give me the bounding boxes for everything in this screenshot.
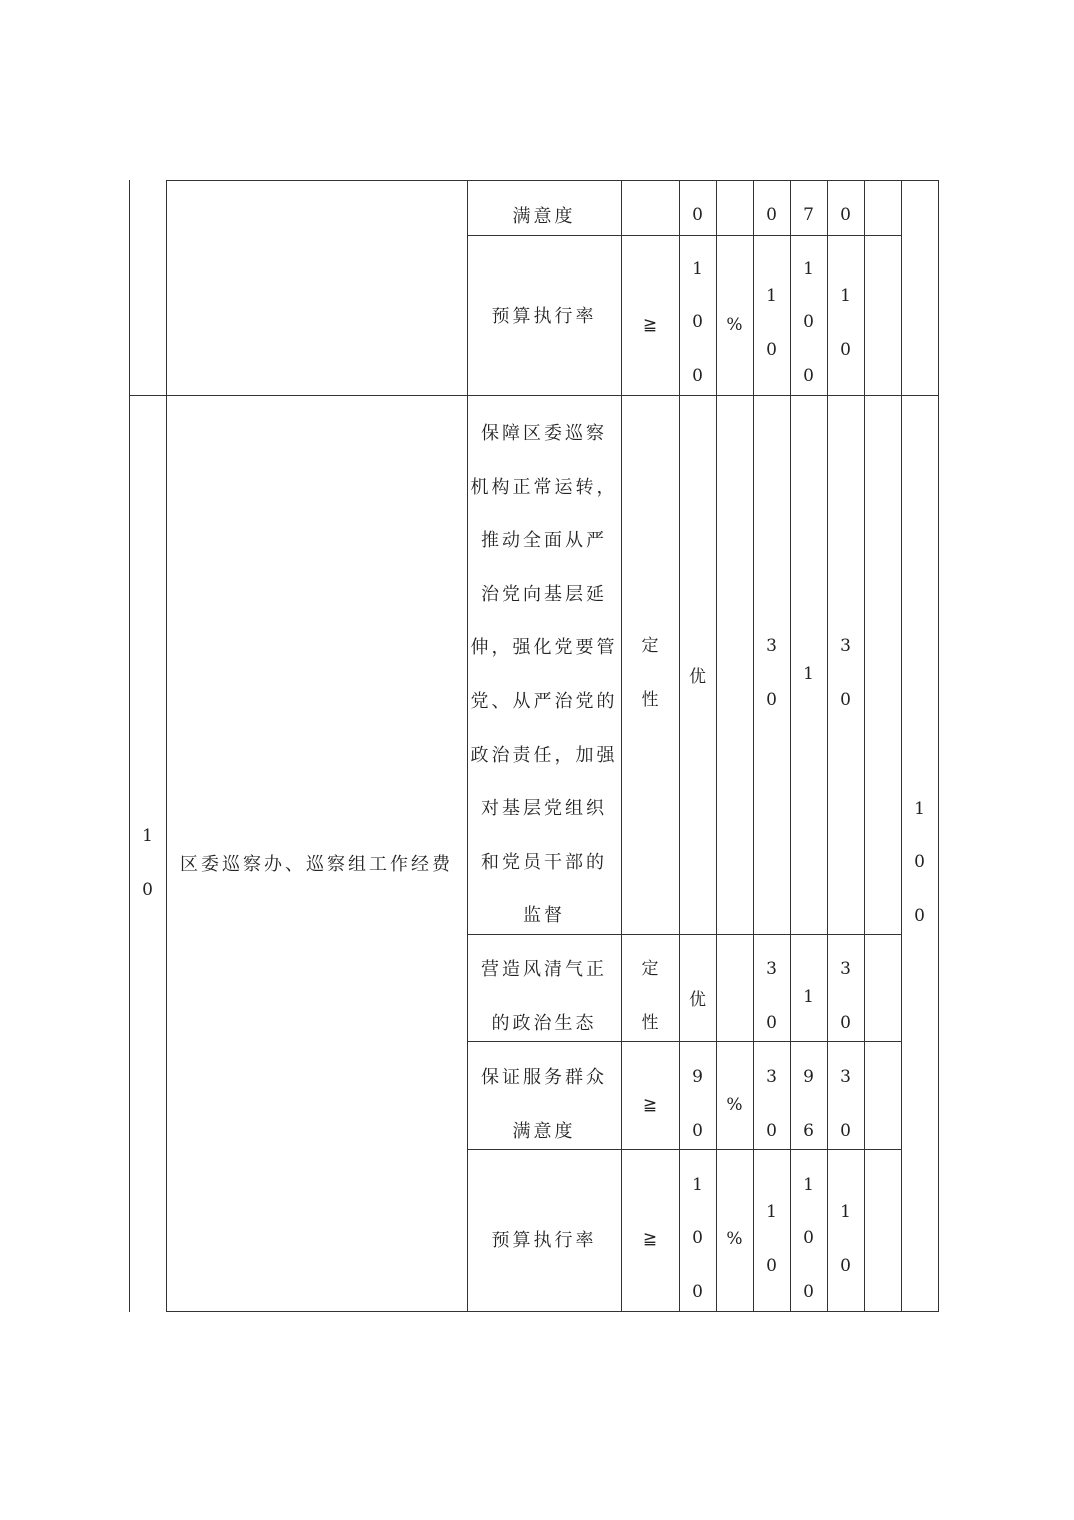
weight-digit: 3 [766,636,777,656]
operator-text: ≧ [642,1095,658,1115]
operator-cell [621,1078,679,1132]
grid-line [901,180,902,1312]
actual-cell [790,1159,827,1319]
target-digit: 1 [692,258,703,279]
grid-line [938,180,939,1312]
project-name-cell [166,836,467,890]
indicator-cell [467,1051,621,1158]
weight-digit: 3 [766,1067,777,1087]
target-cell [679,970,716,1024]
actual-digit: 0 [803,1228,814,1249]
project-name: 区委巡察办、巡察组工作经费 [180,854,453,875]
type-cell [621,620,679,727]
unit-text: % [726,1095,743,1115]
target-digit: 0 [692,365,703,386]
weight-digit: 0 [766,339,777,360]
indicator-line: 的政治生态 [491,1012,597,1034]
actual-digit: 1 [803,1174,814,1195]
operator-cell [621,1212,679,1266]
grid-line [166,180,939,181]
type-char: 性 [641,1012,659,1033]
indicator-text: 预算执行率 [491,306,597,327]
unit-text: % [726,315,743,335]
target-digit: 0 [692,1120,703,1141]
target-digit: 0 [692,312,703,333]
indicator-line: 预算执行率 [491,1230,597,1251]
indicator-line: 伸，强化党要管 [470,637,618,659]
indicator-line: 保证服务群众 [481,1066,607,1088]
score-cell [827,1186,864,1293]
score-digit: 0 [840,689,851,710]
target-digit: 0 [692,205,703,225]
indicator-line: 推动全面从严 [481,530,607,552]
indicator-line: 党、从严治党的 [470,691,618,712]
indicator-cell [467,235,621,395]
score-digit: 0 [840,1120,851,1141]
indicator-line: 保障区委巡察 [481,423,607,445]
type-char: 定 [641,959,659,979]
score-cell [827,1051,864,1158]
score-digit: 0 [840,205,851,225]
unit-cell [716,235,753,415]
weight-cell [753,1186,790,1293]
score-digit: 0 [840,339,851,360]
weight-digit: 0 [766,1012,777,1033]
actual-digit: 0 [803,312,814,333]
weight-digit: 0 [766,1255,777,1276]
weight-cell [753,943,790,1050]
indicator-line: 对基层党组织 [481,798,607,820]
weight-digit: 0 [766,205,777,225]
unit-cell [716,1078,753,1132]
actual-cell [790,190,827,240]
weight-digit: 0 [766,1120,777,1141]
score-digit: 0 [840,1012,851,1033]
indicator-line: 满意度 [512,1120,576,1142]
score-cell [827,943,864,1050]
actual-digit: 1 [803,258,814,279]
target-text: 优 [689,989,706,1010]
actual-digit: 9 [803,1067,814,1087]
total-score-digit: 0 [914,852,925,873]
weight-cell [753,190,790,240]
target-cell [679,243,716,403]
actual-cell [790,243,827,403]
grid-line [864,180,865,1312]
actual-digit: 6 [803,1120,814,1141]
score-digit: 0 [840,1255,851,1276]
target-digit: 0 [692,1281,703,1302]
unit-text: % [726,1229,743,1249]
indicator-line: 治党向基层延 [481,583,607,605]
grid-line [129,180,130,1312]
type-cell [621,943,679,1050]
target-digit: 9 [692,1067,703,1087]
total-score-digit: 1 [914,798,925,819]
actual-digit: 1 [803,987,814,1007]
actual-digit: 1 [803,664,814,684]
weight-digit: 3 [766,959,777,979]
grid-line [166,180,167,1312]
total-score-cell [901,783,938,943]
indicator-line: 机构正常运转， [470,476,618,498]
score-digit: 3 [840,1067,851,1087]
weight-digit: 0 [766,689,777,710]
seq-digit: 1 [142,826,153,846]
operator-cell [621,235,679,415]
target-digit: 0 [692,1228,703,1249]
weight-cell [753,270,790,377]
target-digit: 1 [692,1174,703,1195]
seq-digit: 0 [142,879,153,900]
actual-cell [790,1051,827,1158]
score-digit: 1 [840,286,851,306]
indicator-line: 监督 [523,905,565,927]
actual-digit: 7 [803,205,814,225]
unit-cell [716,1212,753,1266]
indicator-text: 满意度 [512,206,576,227]
seq-cell [129,810,166,917]
indicator-cell [467,1212,621,1266]
score-digit: 3 [840,636,851,656]
score-cell [827,270,864,377]
score-digit: 1 [840,1202,851,1222]
target-cell [679,190,716,240]
operator-text: ≧ [642,315,658,335]
weight-digit: 1 [766,1202,777,1222]
target-cell [679,1051,716,1158]
score-cell [827,190,864,240]
indicator-cell [467,407,621,943]
actual-cell [790,970,827,1024]
operator-text: ≧ [642,1229,658,1249]
type-char: 性 [641,689,659,710]
weight-digit: 1 [766,286,777,306]
target-text: 优 [689,666,706,687]
indicator-cell [467,190,621,240]
indicator-cell [467,943,621,1050]
target-cell [679,1159,716,1319]
target-cell [679,647,716,701]
weight-cell [753,1051,790,1158]
actual-cell [790,647,827,701]
total-score-digit: 0 [914,905,925,926]
score-digit: 3 [840,959,851,979]
actual-digit: 0 [803,365,814,386]
type-char: 定 [641,636,659,656]
score-cell [827,620,864,727]
indicator-line: 和党员干部的 [481,851,607,873]
actual-digit: 0 [803,1281,814,1302]
indicator-line: 政治责任，加强 [470,744,618,766]
indicator-line: 营造风清气正 [481,958,607,980]
weight-cell [753,620,790,727]
